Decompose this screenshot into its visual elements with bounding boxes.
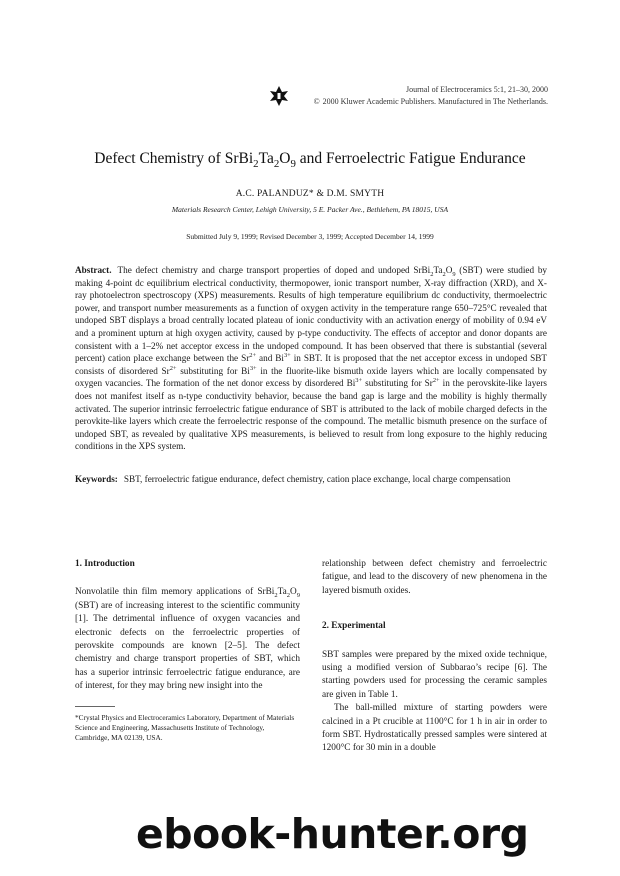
authors: A.C. PALANDUZ* & D.M. SMYTH xyxy=(235,189,385,199)
right-column xyxy=(322,558,547,756)
copyright-symbol: © xyxy=(313,96,320,106)
copyright-text: 2000 Kluwer Academic Publishers. Manufactured in The Netherlands. xyxy=(322,96,548,106)
experimental-paragraph-2: The ball-milled mixture of starting powders were calcined in a Pt crucible at 1100°C for 1 h in air in order to form SBT. Hydrostatically pressed samples were sintered at 1200°C for 30 min in a double xyxy=(322,703,547,754)
footnote: *Crystal Physics and Electroceramics Laboratory, Department of Materials Science and Engineering, Massachusetts Institute of Technology, Cambridge, MA 02139, USA. xyxy=(75,713,295,742)
affiliation: Materials Research Center, Lehigh University, 5 E. Packer Ave., Bethlehem, PA 18015, USA xyxy=(171,205,449,214)
journal-info xyxy=(314,84,548,107)
section-heading-experimental: 2. Experimental xyxy=(322,621,386,632)
abstract-label: Abstract. xyxy=(75,265,112,275)
footnote-divider xyxy=(75,706,115,707)
paper-title: Defect Chemistry of $SrBi_2Ta_2O_9$ and Ferroelectric Fatigue Endurance xyxy=(94,150,526,171)
intro-paragraph: Nonvolatile thin film memory applications of $SrBi_2Ta_2O_9$ (SBT) are of increasing interest to the scientific community [1]. The detrimental influence of oxygen vacancies and electronic defects on the ferroelectric properties of perovskite compounds are known [2–5]. The defect chemistry and charge transport properties of SBT, which has a superior intrinsic ferroelectric fatigue endurance, are of interest, for they may bring new insight into the xyxy=(75,587,300,692)
abstract: Abstract. The defect chemistry and charge transport properties of doped and undoped $SrBi_2Ta_2O_9$ (SBT) were studied by making 4-point dc equilibrium electrical conductivity, thermopower, ionic transport number, X-ray diffraction (XRD), and X-ray photoelectron spectroscopy (XPS) measurements. Results of high temperature equilibrium dc conductivity, thermoelectric power, and transport number measurements as a function of oxygen activity in the temperature range 650–725°C revealed that undoped SBT displays a broad centrally located plateau of ionic conductivity with an activation energy of mobility of 0.94 eV and a prominent upturn at high oxygen activity, caused by p-type conductivity. The effects of acceptor and donor dopants are consistent with a 1–2% net acceptor excess in the undoped compound. It has been observed that there is substantial (several percent) cation place exchange between the $Sr^{2+}$ and $Bi^{3+}$ in SBT. It is proposed that the net acceptor excess in undoped SBT consists of disordered $Sr^{2+}$ substituting for $Bi^{3+}$ in the fluorite-like bismuth oxide layers which are locally compensated by oxygen vacancies. The formation of the net donor excess by disordered $Bi^{3+}$ substituting for $Sr^{2+}$ in the perovskite-like layers does not manifest itself as n-type conductivity behavior, because the band gap is large and the mobility is highly thermally activated. The superior intrinsic ferroelectric fatigue endurance of SBT is attributed to the lack of mobile charged defects in the perovkite-like layers which create the ferroelectric response of the compound. The metallic bismuth presence on the surface of undoped SBT, as revealed by qualitative XPS measurements, is believed to result from long exposure to the highly reducing conditions in the XPS system. xyxy=(75,265,548,452)
section-heading-introduction: 1. Introduction xyxy=(75,559,135,569)
keywords xyxy=(75,473,547,486)
intro-continuation: relationship between defect chemistry and ferroelectric fatigue, and lead to the discovery of new phenomena in the layered bismuth oxides. xyxy=(322,559,547,596)
watermark: ebook-hunter.org xyxy=(136,810,529,858)
submission-dates: Submitted July 9, 1999; Revised December 3, 1999; Accepted December 14, 1999 xyxy=(186,232,434,241)
copyright-line xyxy=(314,96,548,108)
left-column xyxy=(75,558,300,694)
keywords-text: SBT, ferroelectric fatigue endurance, defect chemistry, cation place exchange, local charge compensation xyxy=(123,474,511,484)
journal-citation: Journal of Electroceramics 5:1, 21–30, 2000 xyxy=(406,85,548,94)
publisher-logo-icon xyxy=(268,86,290,106)
keywords-label: Keywords: xyxy=(75,474,118,484)
experimental-paragraph-1: SBT samples were prepared by the mixed oxide technique, using a modified version of Subbarao’s recipe [6]. The starting powders used for processing the ceramic samples are given in Table 1. xyxy=(322,649,547,700)
